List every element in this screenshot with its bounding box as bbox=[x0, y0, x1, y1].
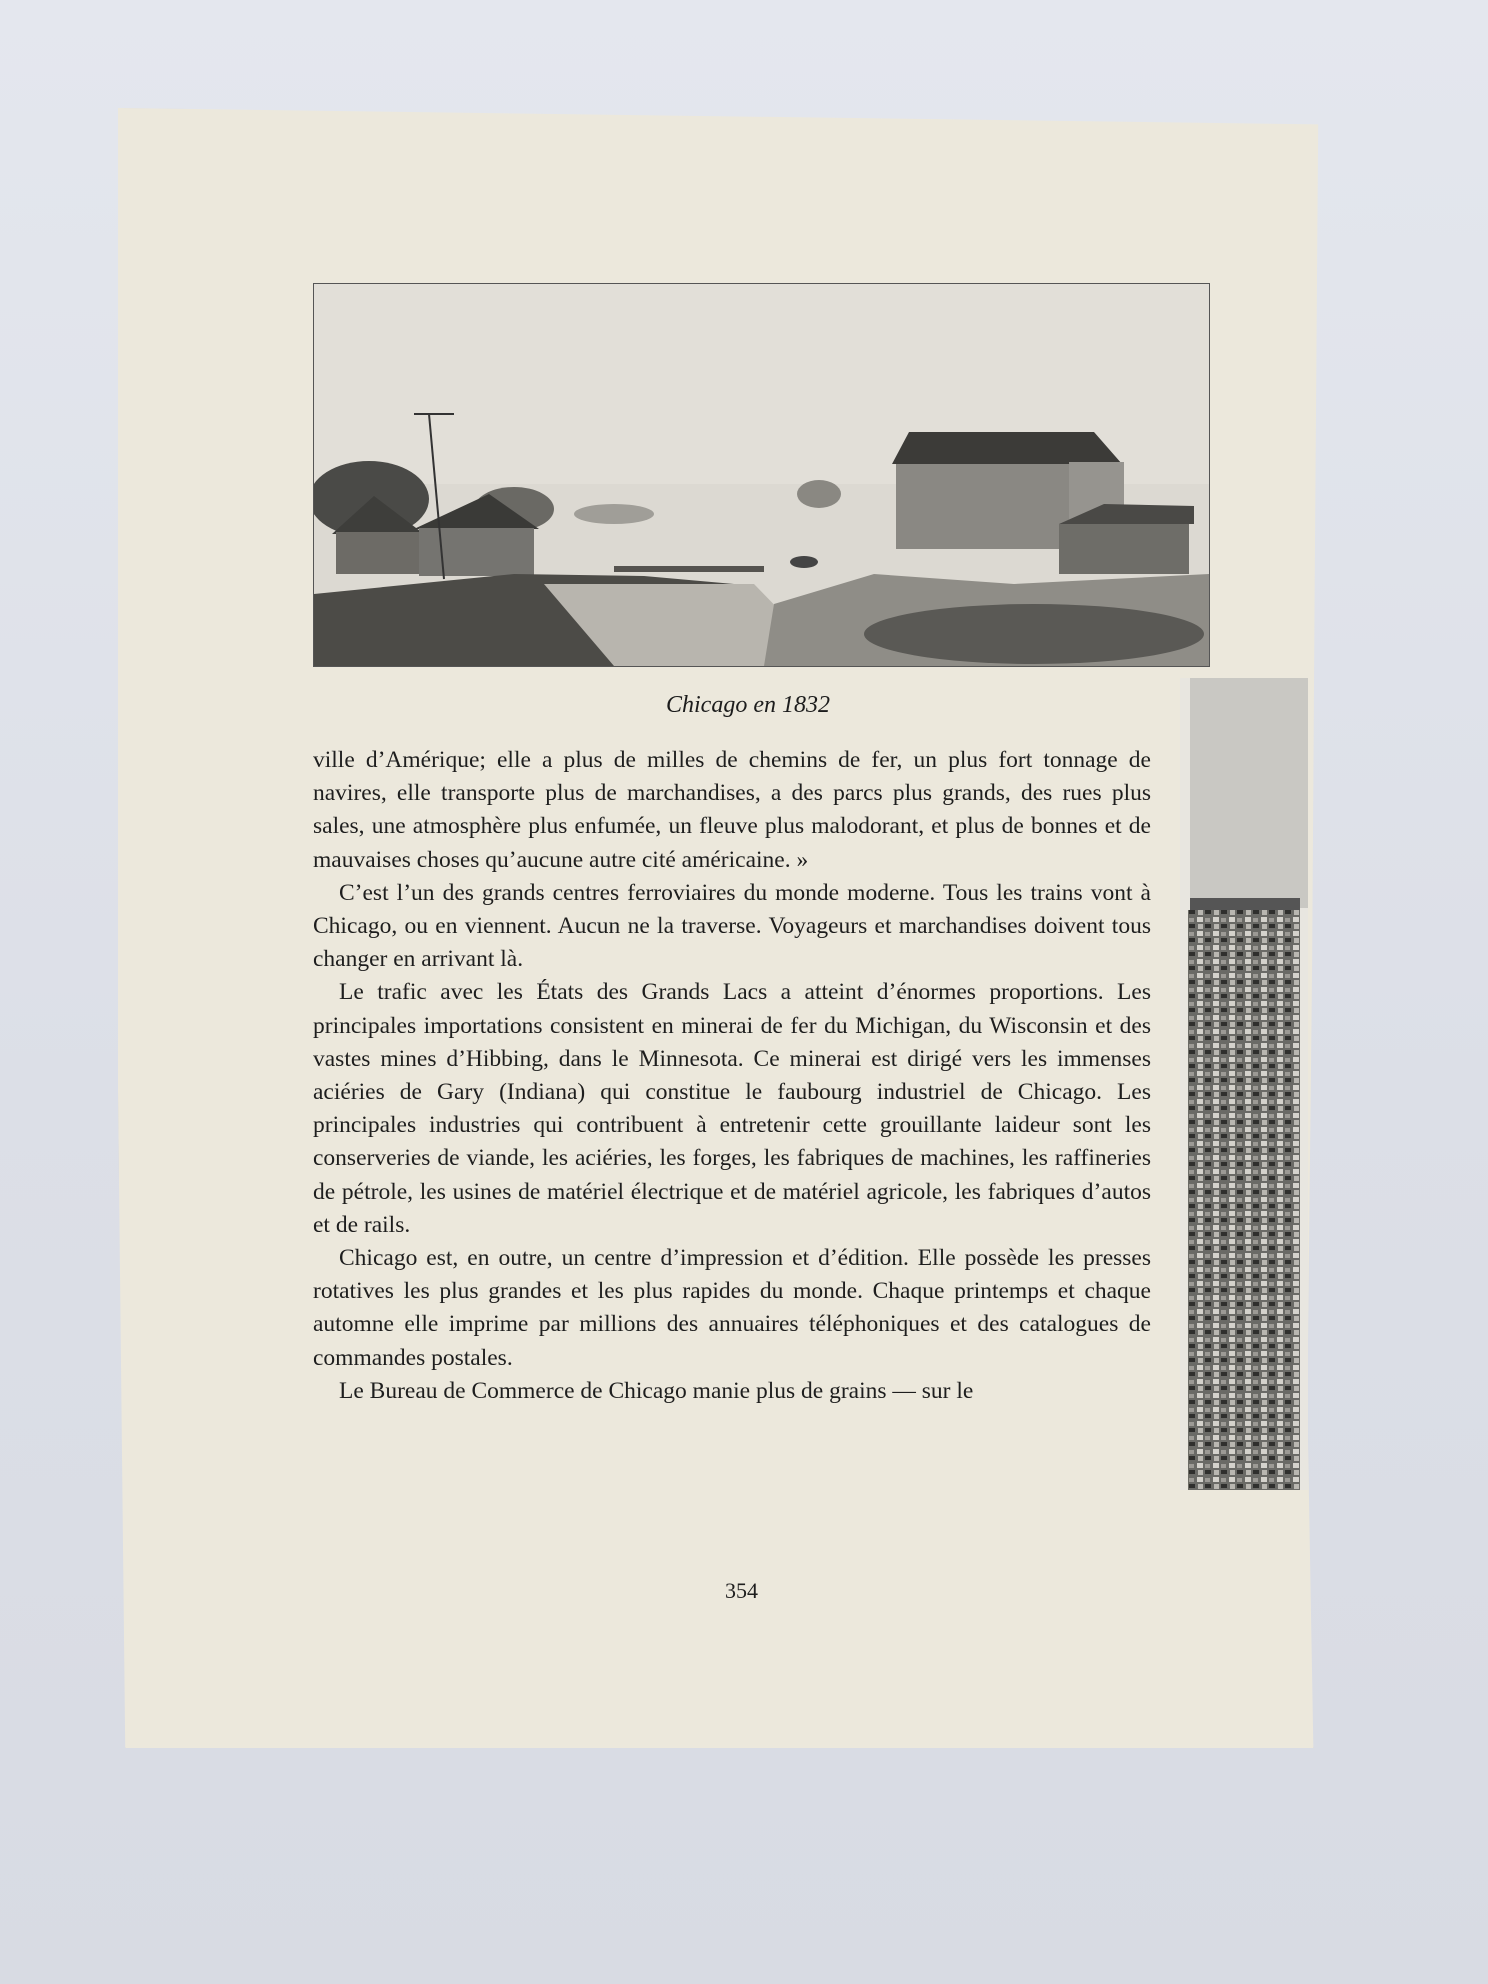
paragraph: Le Bureau de Commerce de Chicago manie plus de grains — sur le bbox=[339, 1377, 974, 1404]
illustration-caption: Chicago en 1832 bbox=[666, 692, 830, 718]
engraving-chicago-1832 bbox=[313, 283, 1210, 667]
article-body bbox=[313, 744, 1151, 1408]
aerial-city-photo-strip bbox=[1180, 678, 1308, 1490]
paragraph: ville d’Amérique; elle a plus de milles de chemins de fer, un plus fort tonnage de navires, elle transporte plus de marchandises, a des parcs plus grands, des rues plus sales, une atmosphère plus enfumée, un fleuve plus malodorant, et plus de bonnes et de mauvaises choses qu’aucune autre cité américaine. » bbox=[313, 747, 1151, 873]
page-number: 354 bbox=[725, 1578, 758, 1603]
paragraph: Le trafic avec les États des Grands Lacs a atteint d’énormes proportions. Les principales importations consistent en minerai de fer du Michigan, du Wisconsin et des vastes mines d’Hibbing, dans le Minnesota. Ce minerai est dirigé vers les immenses aciéries de Gary (Indiana) qui constitue le faubourg industriel de Chicago. Les principales industries qui contribuent à entretenir cette grouillante laideur sont les conserveries de viande, les aciéries, les forges, les fabriques de machines, les raffineries de pétrole, les usines de matériel électrique et de matériel agricole, les fabriques d’autos et de rails. bbox=[313, 979, 1151, 1238]
paragraph: C’est l’un des grands centres ferroviaires du monde moderne. Tous les trains vont à Chicago, ou en viennent. Aucun ne la traverse. Voyageurs et marchandises doivent tous changer en arrivant là. bbox=[313, 879, 1151, 973]
paragraph: Chicago est, en outre, un centre d’impression et d’édition. Elle possède les presses rotatives les plus grandes et les plus rapides du monde. Chaque printemps et chaque automne elle imprime par millions des annuaires téléphoniques et des catalogues de commandes postales. bbox=[313, 1245, 1151, 1371]
